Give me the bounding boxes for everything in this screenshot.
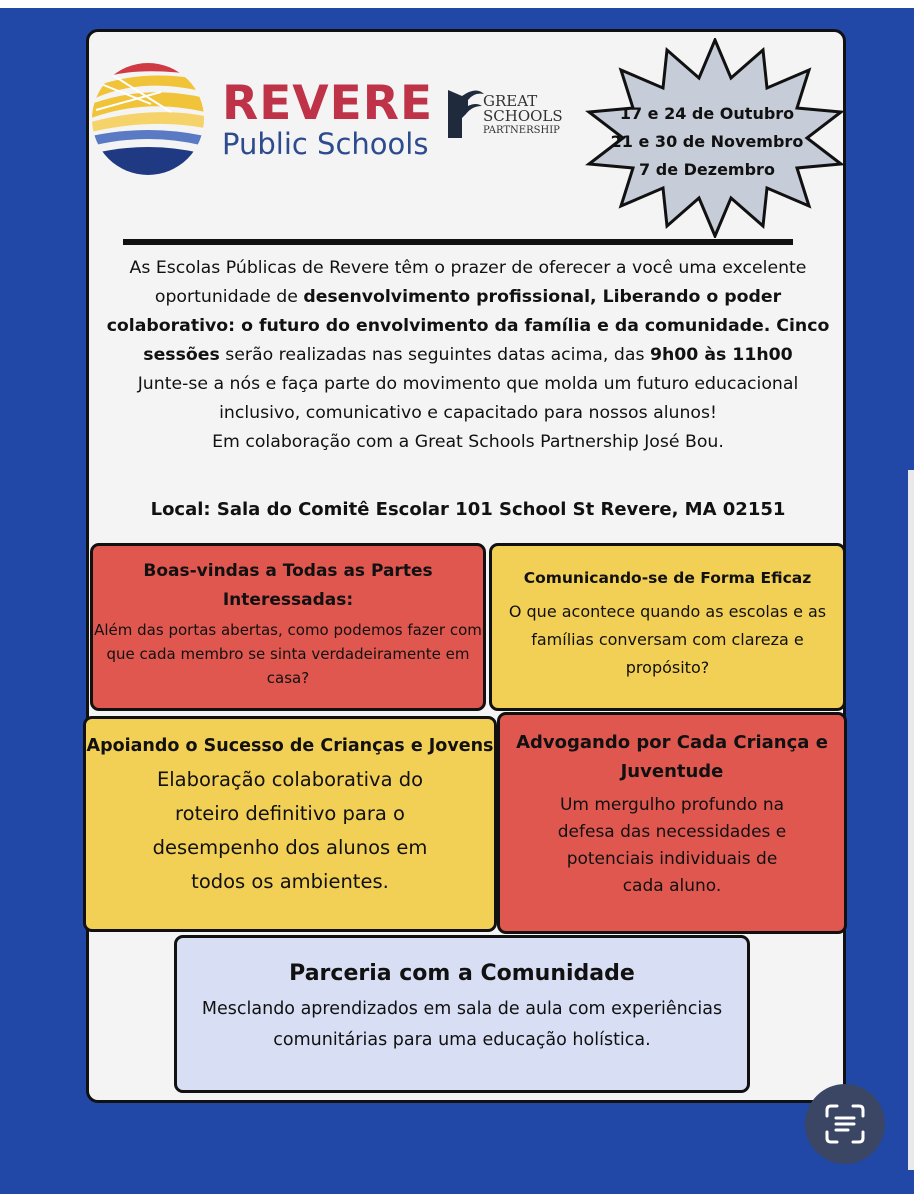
session-title: Comunicando-se de Forma Eficaz [523,569,812,587]
session-box [489,543,846,711]
intro-bold-part: desenvolvimento profissional, Liberando o poder colaborativo: o futuro do envolvimento da família e da comunidade. Cinco sessões [106,287,830,365]
intro-text [98,254,838,457]
session-box [497,712,847,934]
text-scan-icon [823,1102,867,1146]
partnership-line2: SCHOOLS [483,107,563,125]
session-title: Advogando por Cada Criança e Juventude [516,732,828,782]
session-text: Um mergulho profundo na defesa das necessidades e potenciais individuais de cada aluno. [557,795,787,896]
logo-title: REVERE [222,76,434,131]
divider [123,239,793,245]
intro-collaboration: Em colaboração com a Great Schools Partnership José Bou. [212,432,724,452]
logo-subtitle: Public Schools [222,127,429,161]
date-line: 7 de Dezembro [639,160,775,179]
session-title: Apoiando o Sucesso de Crianças e Jovens [86,736,494,756]
session-text: Mesclando aprendizados em sala de aula com experiências comunitárias para uma educação holística. [201,999,723,1050]
session-title: Parceria com a Comunidade [289,961,635,986]
intro-time: 9h00 às 11h00 [649,345,793,365]
date-line: 21 e 30 de Novembro [610,132,804,151]
session-box [83,716,497,932]
session-title: Boas-vindas a Todas as Partes Interessadas: [143,561,433,610]
text-scan-button[interactable] [805,1084,885,1164]
revere-logo-icon [91,62,205,176]
intro-invite: Junte-se a nós e faça parte do movimento que molda um futuro educacional inclusivo, comunicativo e capacitado para nossos alunos! [137,374,799,423]
session-box [174,935,750,1093]
session-dates [597,100,817,184]
screen-edge [908,470,914,1170]
session-text: Além das portas abertas, como podemos fazer com que cada membro se sinta verdadeiramente em casa? [94,621,482,687]
session-box [90,543,486,711]
intro-text-part: serão realizadas nas seguintes datas acima, das [219,345,650,365]
partnership-line1: GREAT [483,92,538,110]
intro-paragraph [98,254,838,370]
intro-text-part: As Escolas Públicas de Revere têm o prazer de oferecer a você uma excelente oportunidade de [129,258,807,307]
session-text: Elaboração colaborativa do roteiro definitivo para o desempenho dos alunos em todos os ambientes. [152,768,428,893]
date-line: 17 e 24 de Outubro [619,104,795,123]
partnership-line3: PARTNERSHIP [483,125,560,136]
session-text: O que acontece quando as escolas e as famílias conversam com clareza e propósito? [508,602,827,677]
partnership-logo-icon [446,86,486,140]
location: Local: Sala do Comitê Escolar 101 School St Revere, MA 02151 [150,499,786,520]
partnership-logo-text [483,94,563,136]
